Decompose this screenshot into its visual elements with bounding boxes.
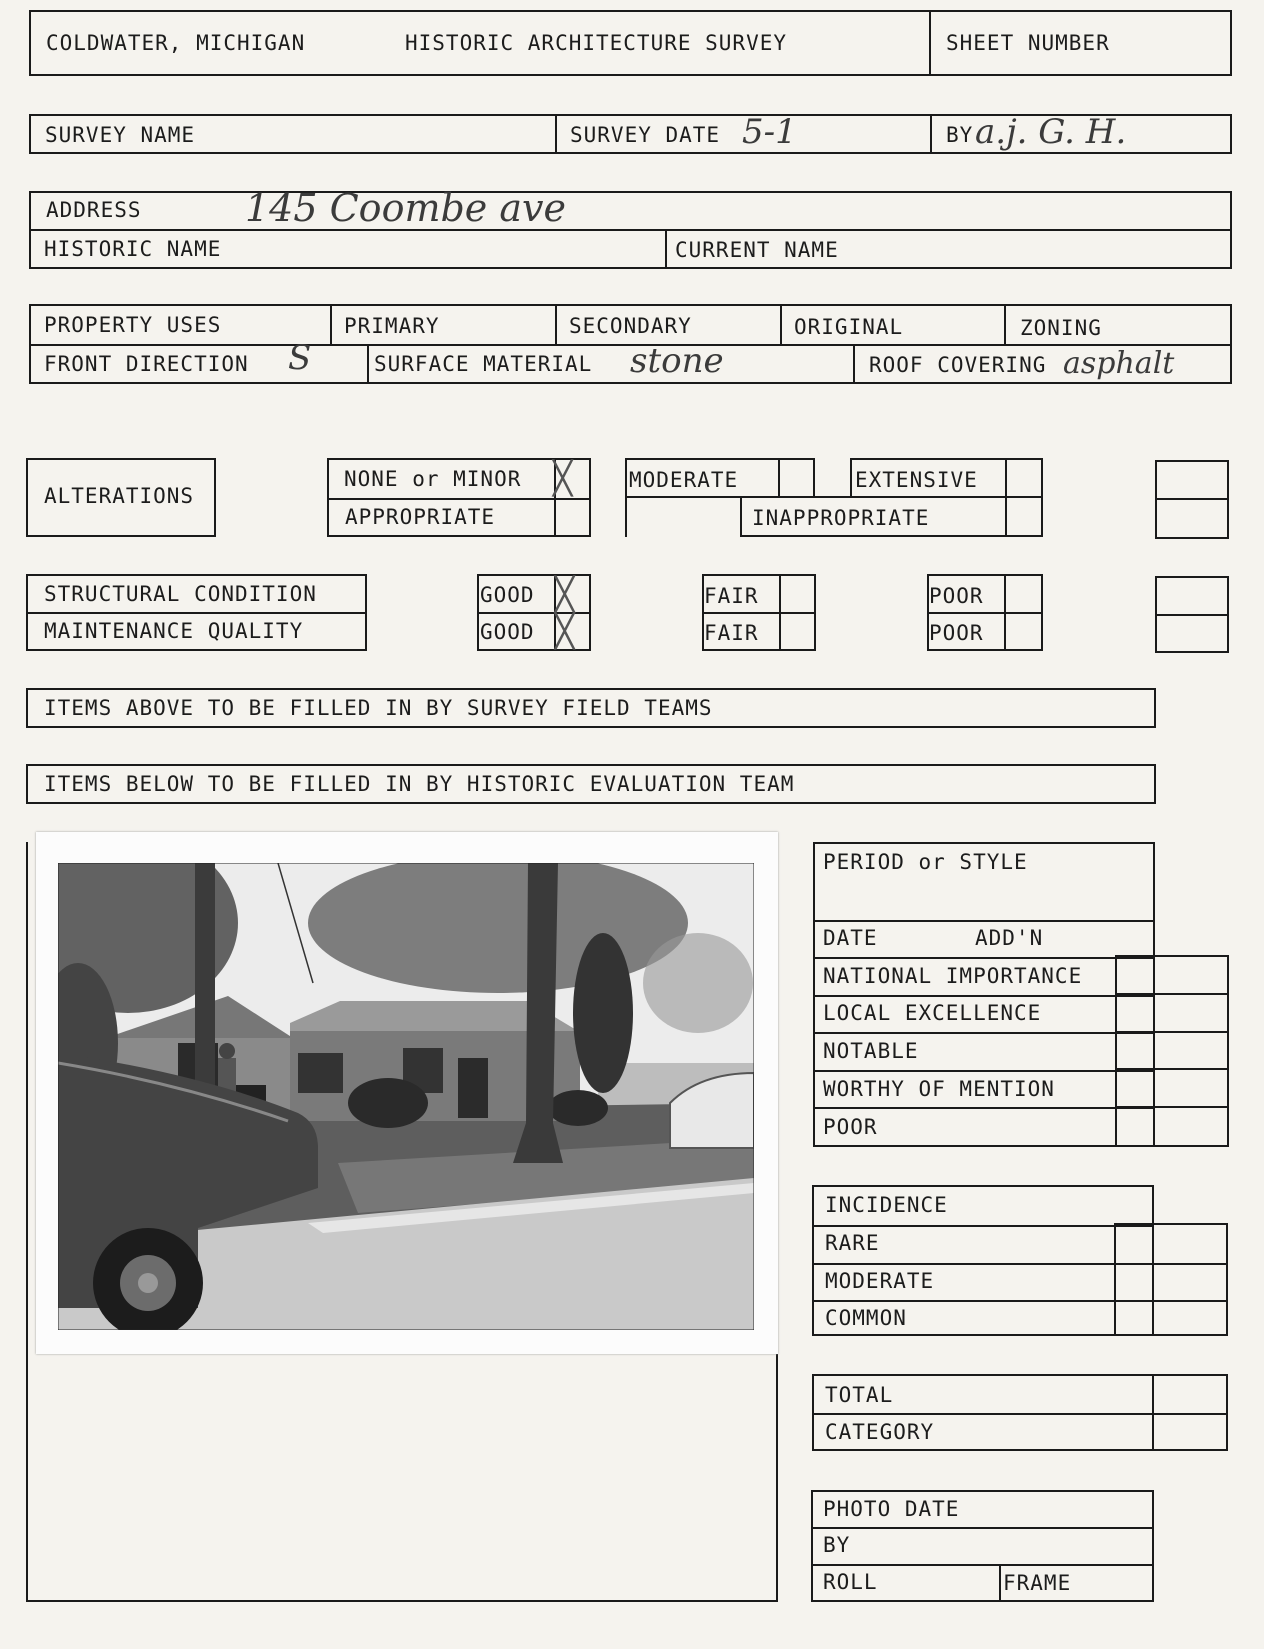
current-name-label: CURRENT NAME xyxy=(675,238,839,262)
addn-label: ADD'N xyxy=(975,926,1044,950)
historic-name-label: HISTORIC NAME xyxy=(44,237,222,261)
survey-by-value: a.j. G. H. xyxy=(975,112,1127,152)
structural-good-check[interactable]: ╳ xyxy=(555,575,575,613)
alterations-extra-cell xyxy=(1155,460,1229,539)
structural-fair-label: FAIR xyxy=(704,584,759,608)
surface-material-value: stone xyxy=(630,341,724,381)
header-city: COLDWATER, MICHIGAN xyxy=(46,31,306,55)
sheet-number-label: SHEET NUMBER xyxy=(946,31,1110,55)
photo-by-label: BY xyxy=(823,1533,851,1557)
inappropriate-label: INAPPROPRIATE xyxy=(752,506,930,530)
address-label: ADDRESS xyxy=(46,198,142,222)
survey-date-value: 5-1 xyxy=(742,112,797,152)
none-minor-label: NONE or MINOR xyxy=(344,467,522,491)
lower-left-border xyxy=(26,842,28,1602)
secondary-label: SECONDARY xyxy=(569,314,692,338)
condition-extra-cell xyxy=(1155,576,1229,653)
date-label: DATE xyxy=(823,926,878,950)
maintenance-quality-label: MAINTENANCE QUALITY xyxy=(44,619,304,643)
none-minor-check[interactable]: ╳ xyxy=(553,459,573,497)
survey-by-label: BY xyxy=(946,123,974,147)
maintenance-good-check[interactable]: ╳ xyxy=(555,612,575,650)
roof-covering-label: ROOF COVERING xyxy=(869,353,1047,377)
roof-covering-value: asphalt xyxy=(1063,346,1175,381)
maintenance-poor-label: POOR xyxy=(929,621,984,645)
survey-date-label: SURVEY DATE xyxy=(570,123,721,147)
common-label: COMMON xyxy=(825,1306,907,1330)
local-excellence-label: LOCAL EXCELLENCE xyxy=(823,1001,1042,1025)
total-label: TOTAL xyxy=(825,1383,894,1407)
roll-label: ROLL xyxy=(823,1570,878,1594)
evaluation-score-column xyxy=(1115,955,1229,1147)
national-importance-label: NATIONAL IMPORTANCE xyxy=(823,964,1083,988)
lower-bottom-border xyxy=(26,1600,778,1602)
maintenance-fair-label: FAIR xyxy=(704,621,759,645)
moderate-label: MODERATE xyxy=(629,468,739,492)
structural-condition-label: STRUCTURAL CONDITION xyxy=(44,582,317,606)
header-title: HISTORIC ARCHITECTURE SURVEY xyxy=(405,31,788,55)
front-direction-value: S xyxy=(288,338,312,378)
category-label: CATEGORY xyxy=(825,1420,935,1444)
survey-name-label: SURVEY NAME xyxy=(45,123,196,147)
period-style-label: PERIOD or STYLE xyxy=(823,850,1028,874)
structural-good-label: GOOD xyxy=(480,583,535,607)
incidence-moderate-label: MODERATE xyxy=(825,1269,935,1293)
note-below: ITEMS BELOW TO BE FILLED IN BY HISTORIC EVALUATION TEAM xyxy=(44,772,795,796)
rare-label: RARE xyxy=(825,1231,880,1255)
property-uses-label: PROPERTY USES xyxy=(44,313,222,337)
worthy-of-mention-label: WORTHY OF MENTION xyxy=(823,1077,1055,1101)
incidence-label: INCIDENCE xyxy=(825,1193,948,1217)
original-label: ORIGINAL xyxy=(794,315,904,339)
incidence-score-column xyxy=(1114,1223,1228,1336)
front-direction-label: FRONT DIRECTION xyxy=(44,352,249,376)
address-value: 145 Coombe ave xyxy=(245,186,566,230)
surface-material-label: SURFACE MATERIAL xyxy=(374,352,593,376)
evaluation-table xyxy=(813,842,1155,1147)
maintenance-good-label: GOOD xyxy=(480,620,535,644)
frame-label: FRAME xyxy=(1003,1571,1072,1595)
appropriate-label: APPROPRIATE xyxy=(345,505,496,529)
lower-right-border xyxy=(776,1350,778,1602)
photo-date-label: PHOTO DATE xyxy=(823,1497,960,1521)
primary-label: PRIMARY xyxy=(344,314,440,338)
note-above: ITEMS ABOVE TO BE FILLED IN BY SURVEY FIELD TEAMS xyxy=(44,696,713,720)
evaluation-poor-label: POOR xyxy=(823,1115,878,1139)
structural-poor-label: POOR xyxy=(929,584,984,608)
house-photograph xyxy=(58,863,754,1330)
alterations-label: ALTERATIONS xyxy=(44,484,195,508)
notable-label: NOTABLE xyxy=(823,1039,919,1063)
extensive-label: EXTENSIVE xyxy=(855,468,978,492)
zoning-label: ZONING xyxy=(1020,316,1102,340)
